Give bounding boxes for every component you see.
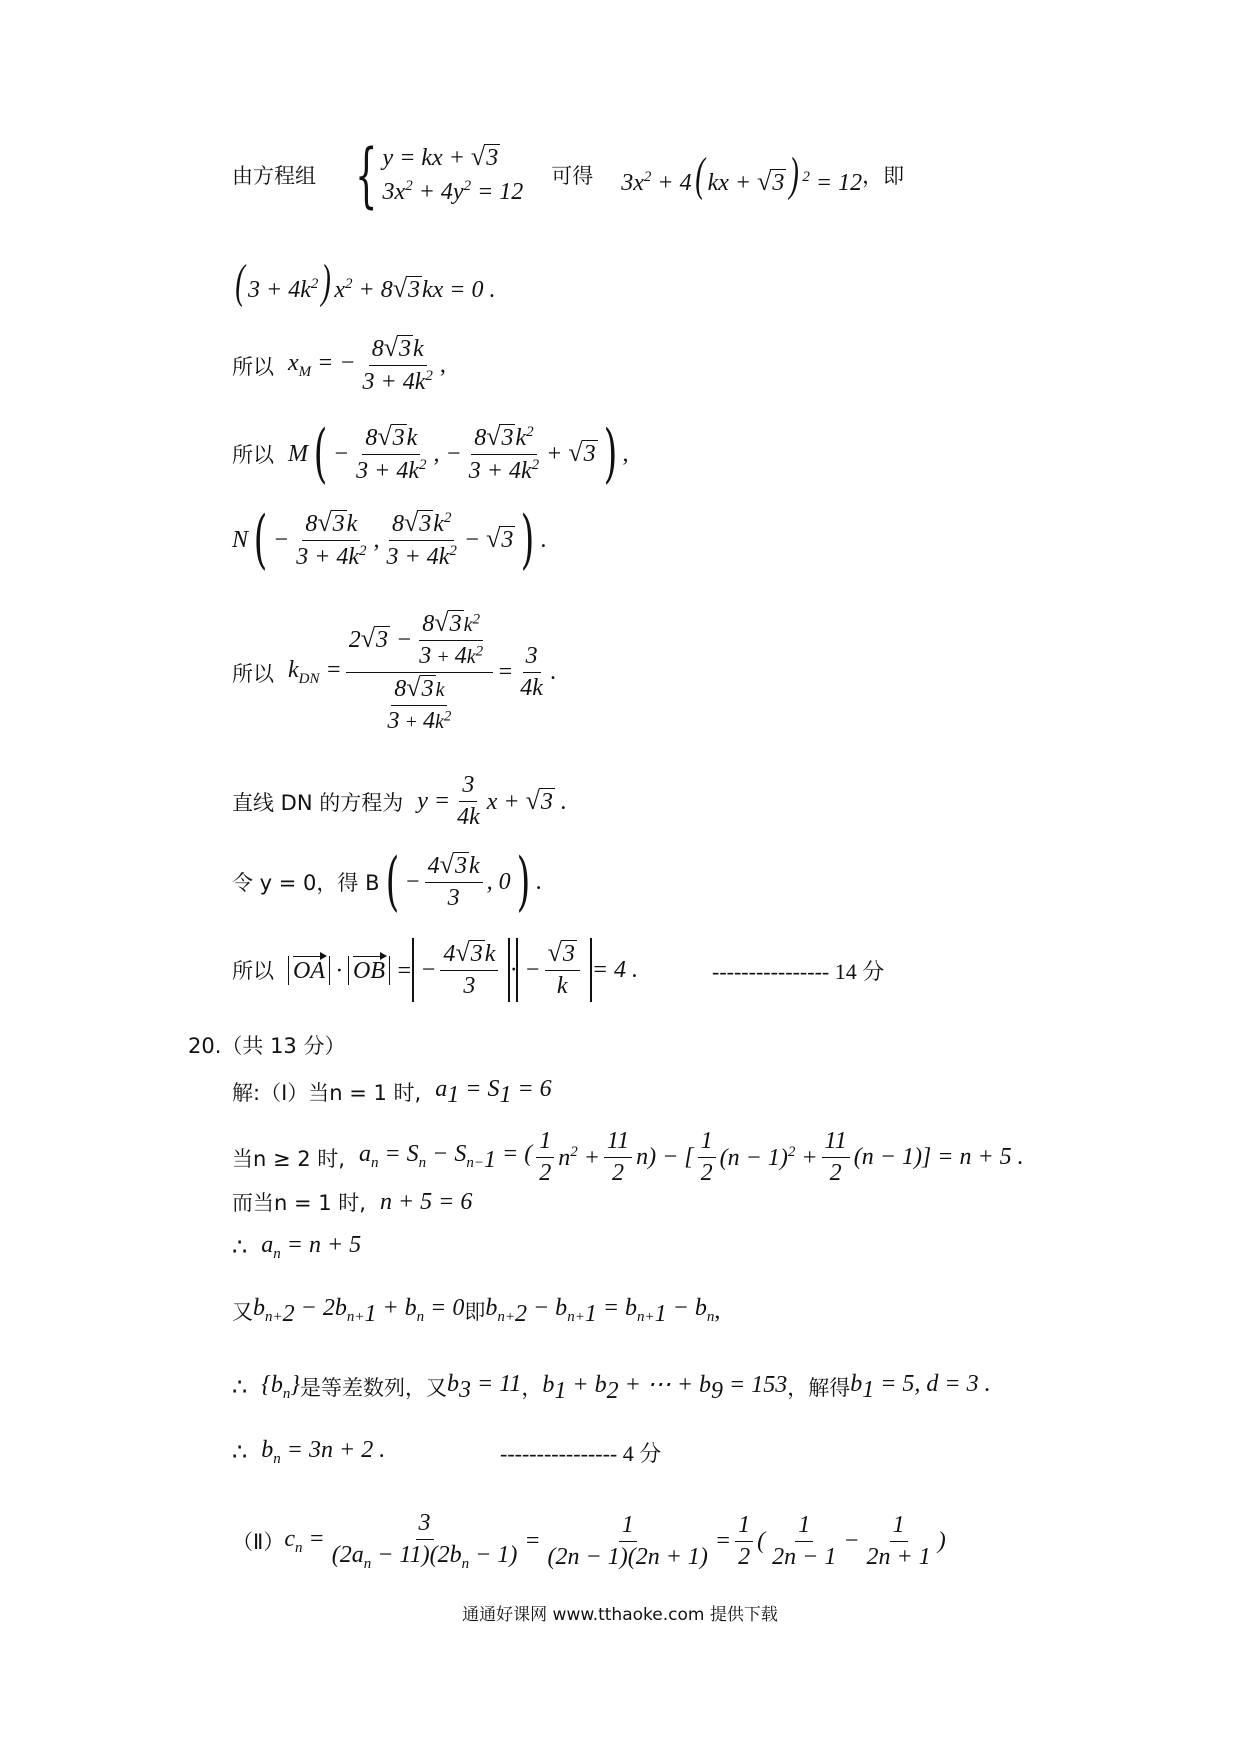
n-point-line: N ( − 8 √ 3 k $3 + 4k^2$ , 8 √ 3 $k^2$ $3 + 4k^2$ − √ 3 ) . bbox=[232, 503, 547, 577]
part1-start: 解:（Ⅰ）当n = 1 时, $a_1 = S_1 = 6$ bbox=[232, 1076, 552, 1108]
page-footer: 通通好课网 www.tthaoke.com 提供下载 bbox=[462, 1605, 778, 1625]
quadratic-line: ( $3 + 4k^2$) $x^2 + 8$ √ 3 kx = 0 . bbox=[235, 255, 496, 308]
equation-system: { y = kx + √ 3 $3x^2 + 4y^2 = 12$ bbox=[355, 134, 524, 216]
product-line: 所以 OA · OB = − 4 √ 3 k 3 · − √ 3 k = 4 . bbox=[232, 938, 1120, 1002]
cn-formula-line: （Ⅱ） $c_n$ = $\frac{3}{(2a_n - 11)(2b_n - 1)}$ = $\frac{1}{(2n - 1)(2n + 1)}$ = $\frac{1}{2}$ ( $\frac{1}{2n - 1}$ − $\frac{1}{2n + 1}$ ) bbox=[232, 1510, 946, 1572]
score-4: ---------------- 4 分 bbox=[500, 1441, 662, 1466]
dn-line-equation: 直线 DN 的方程为 y = $\frac{3}{4k}$ x + √ 3 . bbox=[232, 772, 567, 830]
kdn-line: 所以 $k_{DN}$ = 2 √ 3 − 8 √ 3 $k^2$ $3 + 4k^2$ 8 √ 3 k $3 + 4k^2$ = $\frac{3}{4k}$ . bbox=[232, 608, 556, 734]
m-point-line: 所以 M ( − 8 √ 3 k $3 + 4k^2$ , − 8 √ 3 $k^2$ $3 + 4k^2$ + √ 3 ) , bbox=[232, 417, 629, 491]
equation-system-line: 由方程组 { y = kx + √ 3 $3x^2 + 4y^2 = 12$ 可得 $3x^2 + 4$( kx + √ 3 ) $^2$ = 12 ，即 bbox=[232, 134, 905, 216]
bn-result-line: ∴ $b_n = 3n + 2$ . bbox=[232, 1437, 386, 1467]
score-14: ---------------- 14 分 bbox=[712, 959, 885, 984]
b-point-line: 令 y = 0，得 B ( − 4 √ 3 k 3 , 0 ) . bbox=[232, 845, 542, 919]
question-20-header: 20.（共 13 分） bbox=[188, 1034, 346, 1058]
then-text: 可得 bbox=[551, 164, 594, 188]
n1-check-line: 而当n = 1 时, n + 5 = 6 bbox=[232, 1188, 473, 1215]
xm-line: 所以 $x_M$ = − 8 √ 3 k $3 + 4k^2$ , bbox=[232, 333, 446, 395]
an-result-line: ∴ $a_n = n + 5$ bbox=[232, 1232, 362, 1262]
an-formula-line: 当n ≥ 2 时, $a_n = S_n - S_{n-1}$ = ( $\frac{1}{2}$ $n^2$ + $\frac{11}{2}$ n) − [ $\frac{1}{2}$ $(n - 1)^2$ + $\frac{11}{2}$ (n − 1)] = n + 5 . bbox=[232, 1128, 1024, 1186]
intro-text: 由方程组 bbox=[232, 164, 316, 188]
bn-recurrence-line: 又 $b_{n+2} - 2b_{n+1} + b_n = 0$ 即 $b_{n+2} - b_{n+1} = b_{n+1} - b_n$ , bbox=[232, 1295, 721, 1327]
arith-seq-line: ∴ $\{b_n\}$ 是等差数列，又 $b_3 = 11$ ， $b_1 + b_2$ + ⋯ + $b_9 = 153$ ，解得 $b_1 = 5$, d = 3 . bbox=[232, 1371, 991, 1404]
substituted-equation: $3x^2 + 4$( kx + √ 3 ) $^2$ = 12 bbox=[621, 148, 863, 201]
